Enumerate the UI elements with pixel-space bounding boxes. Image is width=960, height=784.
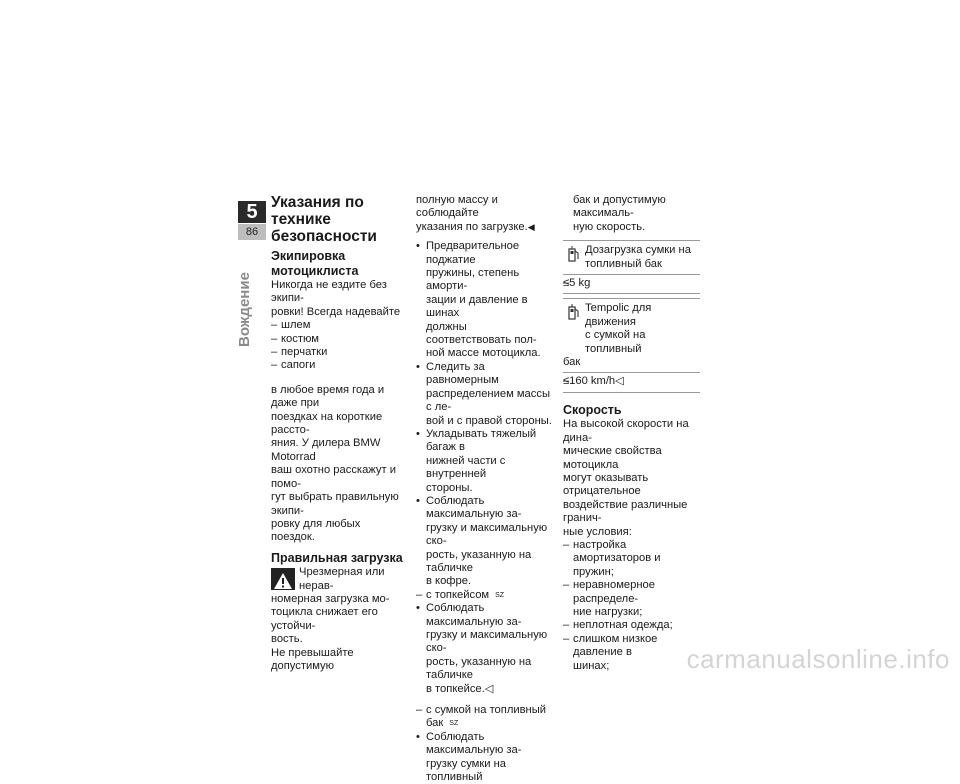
page-number: 86: [238, 224, 266, 240]
list-item: – костюм: [271, 333, 407, 346]
warning-block: Чрезмерная или нерав- номерная загрузка мо- тоцикла снижает его устойчи- вость.: [271, 566, 390, 646]
speed-paragraph: На высокой скорости на дина- мические свойства мотоцикла могут оказывать отрицательное воздействие различные гранич- ные условия:: [563, 418, 689, 538]
fuel-pump-icon: [563, 244, 585, 271]
list-item: • Укладывать тяжелый багаж в нижней части с внутренней стороны.: [416, 428, 554, 495]
list-item: – сапоги: [271, 359, 407, 372]
list-item: – настройка амортизаторов и пружин;: [563, 539, 700, 579]
page-title: Указания по технике безопасности: [271, 194, 377, 245]
fuel-pump-icon: [563, 302, 585, 356]
column-1: [271, 194, 407, 673]
sz-marker: SZ: [495, 591, 505, 599]
column-3: [563, 194, 700, 673]
heading-speed: Скорость: [563, 402, 622, 417]
list-item: • Предварительное поджатие пружины, степень аморти- зации и давление в шинах должны соответствовать пол- ной массе мотоцикла.: [416, 240, 554, 361]
section-title-vertical: Вождение: [236, 272, 253, 347]
heading-loading: Правильная загрузка: [271, 550, 403, 565]
condition-tankbag: – с сумкой на топливный бак $^{SZ}$: [416, 704, 554, 731]
list-item: – неплотная одежда;: [563, 619, 700, 632]
watermark: carmanualsonline.info: [686, 644, 950, 674]
equipment-paragraph: в любое время года и даже при поездках на короткие рассто- яния. У дилера BMW Motorrad ваш охотно расскажут и помо- гут выбрать правильную экипи- ровку для любых поездок.: [271, 383, 399, 544]
end-mark-icon: ◀: [527, 221, 535, 232]
loading-text: Не превышайте допустимую: [271, 646, 354, 673]
list-item: • Соблюдать максимальную за- грузку и максимальную ско- рость, указанную на табличке в топкейсе.◁: [416, 602, 554, 696]
spec-value-speed: – ≤160 km/h◁: [563, 373, 700, 392]
loading-continued: полную массу и соблюдайте указания по загрузке.◀: [416, 194, 535, 233]
list-item: – перчатки: [271, 346, 407, 359]
equipment-intro: Никогда не ездите без экипи- ровки! Всегда надевайте: [271, 279, 401, 318]
condition-topcase: – с топкейсом $^{SZ}$: [416, 589, 554, 602]
end-mark-icon: ◁: [615, 375, 624, 388]
tankbag-continued: бак и допустимую максималь- ную скорость.: [573, 194, 666, 233]
list-item: – шлем: [271, 319, 407, 332]
sz-marker: SZ: [449, 720, 459, 728]
list-item: • Соблюдать максимальную за- грузку и максимальную ско- рость, указанную на табличке в кофре.: [416, 495, 554, 589]
end-mark-icon: ◁: [484, 682, 494, 695]
heading-equipment: Экипировка мотоциклиста: [271, 249, 359, 278]
list-item: • Соблюдать максимальную за- грузку сумки на топливный: [416, 731, 554, 784]
chapter-number: 5: [238, 201, 266, 223]
column-2: [416, 194, 554, 784]
list-item: – слишком низкое давление в шинах;: [563, 633, 700, 673]
spec-box-tankbag-load: Дозагрузка сумки на топливный бак: [563, 240, 700, 275]
spec-box-tankbag-speed: Tempolic для движения с сумкой на топливный бак: [563, 298, 700, 373]
warning-icon: [271, 568, 295, 590]
list-item: • Следить за равномерным распределением массы с ле- вой и с правой стороны.: [416, 361, 554, 428]
list-item: – неравномерное распределе- ние нагрузки;: [563, 579, 700, 619]
spec-value-weight: – ≤5 kg: [563, 275, 700, 294]
